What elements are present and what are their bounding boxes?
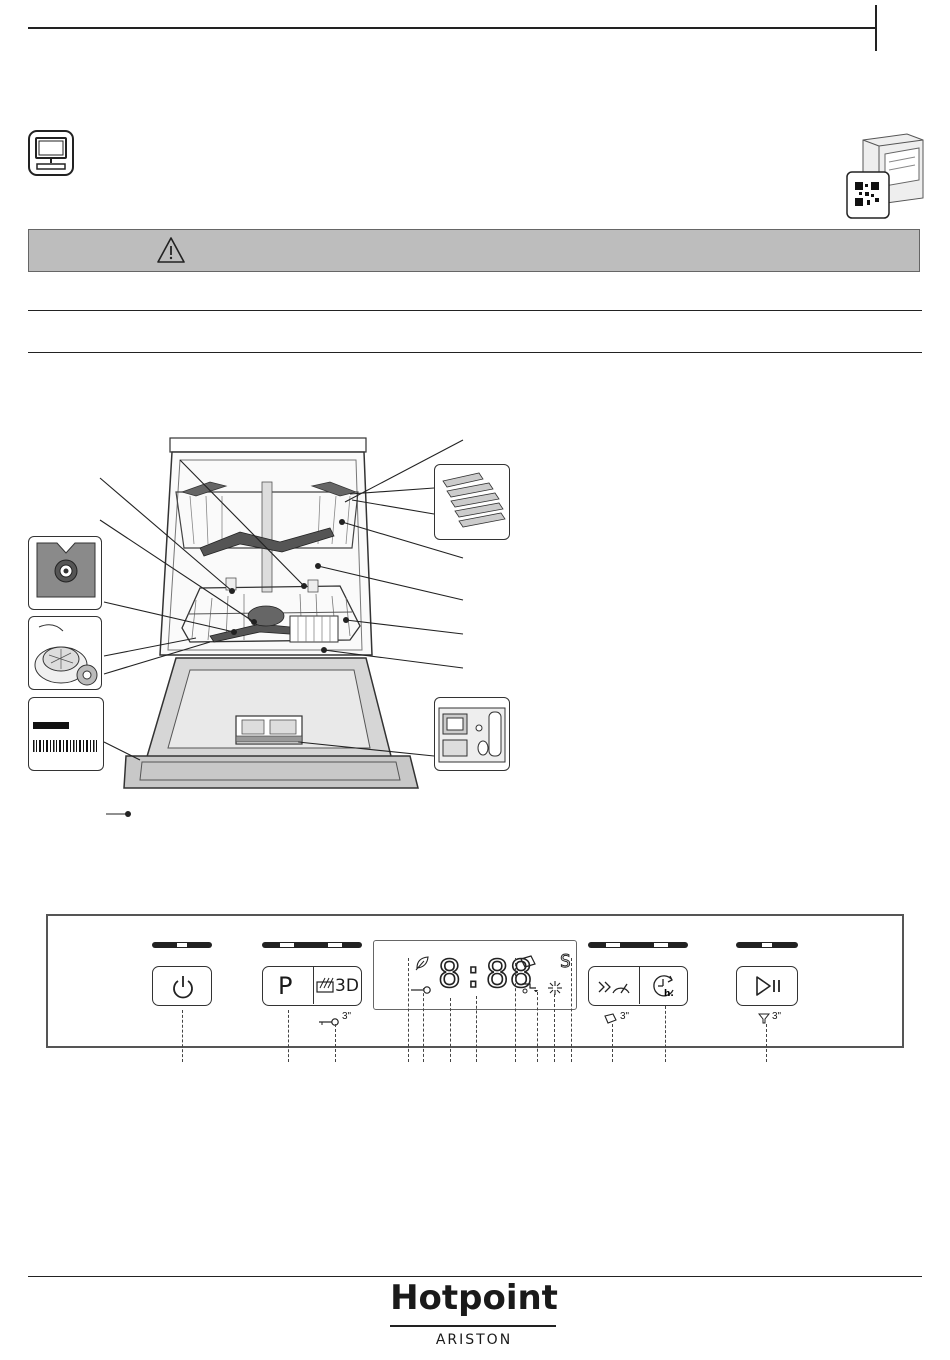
water-softener-cap-detail bbox=[28, 536, 102, 610]
delay-start-icon bbox=[650, 972, 678, 1005]
brand-logo: Hotpoint bbox=[390, 1278, 558, 1318]
callout-tick bbox=[612, 1024, 613, 1062]
child-lock-hold-time: 3" bbox=[342, 1011, 352, 1022]
options-led bbox=[588, 942, 688, 948]
corner-mark bbox=[875, 5, 877, 51]
filter-detail bbox=[28, 616, 102, 690]
display-key-icon bbox=[410, 982, 432, 1000]
callout-tick bbox=[571, 958, 572, 1062]
fast-wash-button[interactable] bbox=[589, 967, 640, 1004]
cup-hold-icon bbox=[758, 1011, 770, 1029]
footer-rule bbox=[28, 1276, 922, 1277]
power-led bbox=[152, 942, 212, 948]
tablet-hold-icon bbox=[604, 1011, 618, 1029]
brand-sub: ARISTON bbox=[435, 1332, 513, 1348]
zone-3d-label: 3D bbox=[335, 976, 359, 996]
power-icon bbox=[169, 973, 197, 1006]
child-lock-key-icon bbox=[318, 1014, 340, 1032]
start-pause-icon bbox=[754, 975, 782, 1002]
callout-tick bbox=[335, 1024, 336, 1062]
callout-tick bbox=[515, 958, 516, 1062]
warning-triangle-icon bbox=[156, 236, 186, 264]
delay-start-button[interactable] bbox=[639, 967, 687, 1004]
callout-tick bbox=[476, 996, 477, 1062]
start-led bbox=[736, 942, 798, 948]
callout-tick bbox=[554, 994, 555, 1062]
eco-leaf-icon bbox=[414, 955, 430, 976]
tablet-icon bbox=[519, 955, 537, 974]
start-hold-time: 3" bbox=[772, 1011, 782, 1022]
cutlery-tray-detail bbox=[434, 464, 510, 540]
callout-tick bbox=[408, 958, 409, 1062]
brand-divider bbox=[390, 1325, 556, 1327]
zone-3d-button[interactable] bbox=[313, 967, 361, 1004]
section-rule-1 bbox=[28, 310, 922, 311]
callout-tick bbox=[288, 1010, 289, 1062]
dry-sparkle-icon bbox=[547, 980, 563, 1001]
rating-label-detail bbox=[28, 697, 104, 771]
power-button[interactable] bbox=[152, 966, 212, 1006]
program-button-label: P bbox=[278, 972, 293, 1000]
program-led bbox=[262, 942, 362, 948]
options-button-group bbox=[588, 966, 688, 1006]
callout-tick bbox=[537, 992, 538, 1062]
top-rule bbox=[28, 27, 876, 29]
section-rule-2 bbox=[28, 352, 922, 353]
callout-tick bbox=[450, 998, 451, 1062]
fast-wash-icon bbox=[597, 976, 631, 1001]
monitor-icon bbox=[28, 130, 74, 176]
qr-code-icon bbox=[845, 128, 925, 220]
start-pause-button[interactable] bbox=[736, 966, 798, 1006]
svg-text:h.: h. bbox=[664, 989, 674, 999]
salt-symbol: S bbox=[560, 951, 571, 972]
program-button-group bbox=[262, 966, 362, 1006]
callout-tick bbox=[665, 1006, 666, 1062]
dispenser-detail bbox=[434, 697, 510, 771]
tablet-hold-time: 3" bbox=[620, 1011, 630, 1022]
program-button[interactable] bbox=[263, 967, 314, 1004]
callout-tick bbox=[766, 1024, 767, 1062]
callout-tick bbox=[182, 1010, 183, 1062]
callout-tick bbox=[423, 988, 424, 1062]
zone-wash-icon bbox=[316, 977, 334, 998]
time-display: 8:88 bbox=[438, 952, 534, 996]
